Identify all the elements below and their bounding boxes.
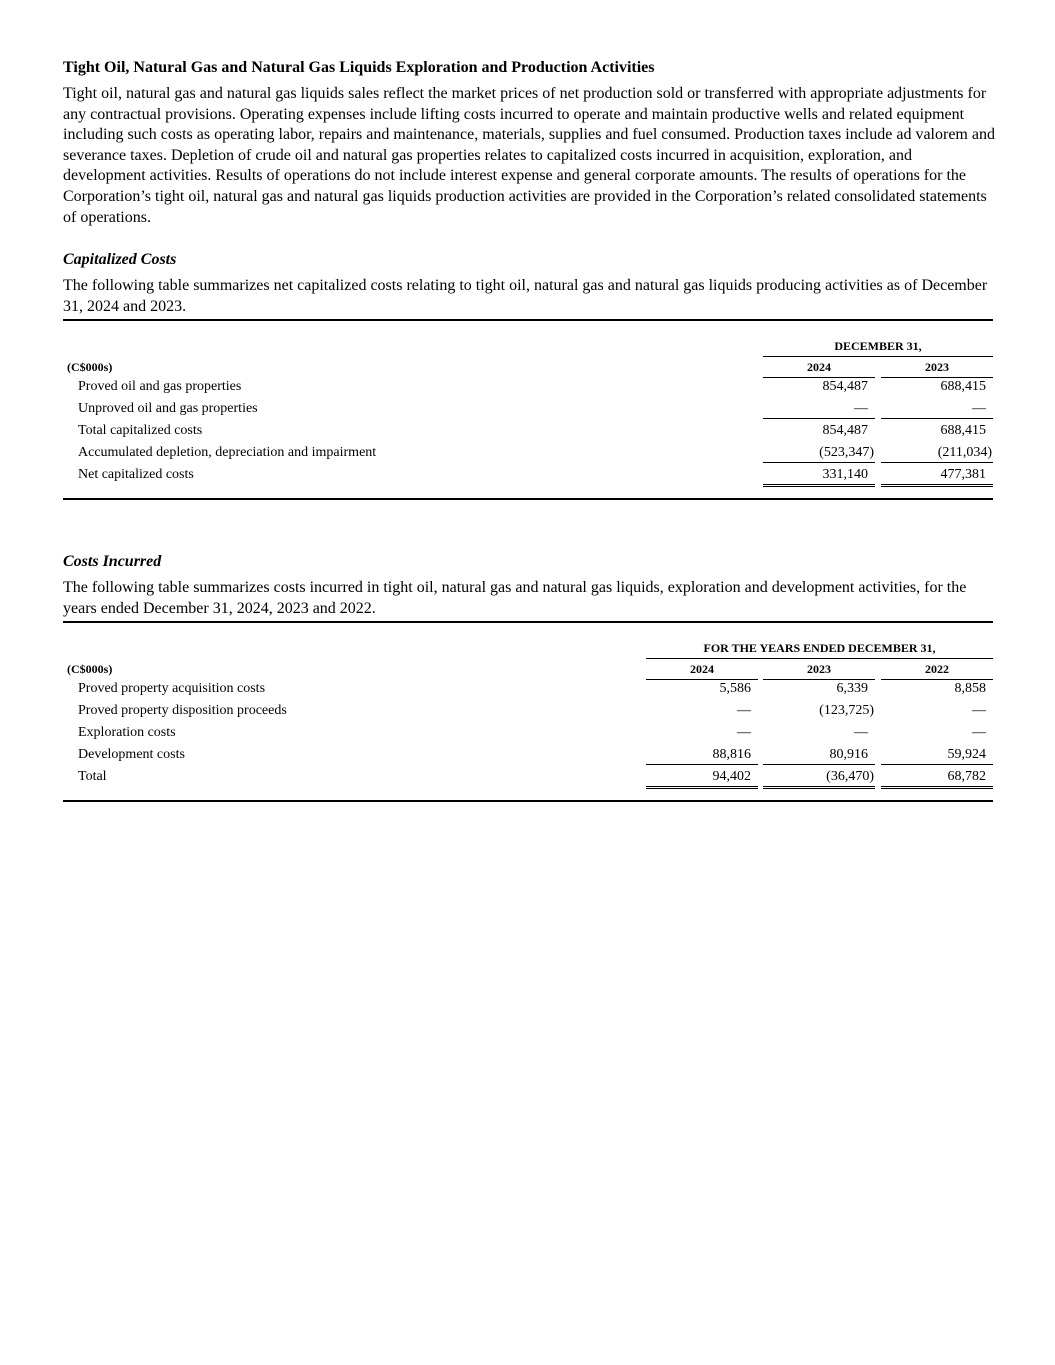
table-cell: — — [737, 703, 751, 718]
intro-paragraph: Tight oil, natural gas and natural gas liquids sales reflect the market prices of net production sold or transferred with appropriate adjustments for any contractual provisions. Operating expenses include lifting costs incurred to operate and maintain productive wells and related equipment including such costs as operating labor, repairs and maintenance, materials, supplies and fuel consumed. Production taxes include ad valorem and severance taxes. Depletion of crude oil and natural gas properties relates to capitalized costs incurred in acquisition, exploration, and development activities. Results of operations do not include interest expense and general corporate amounts. The results of operations for the Corporation’s tight oil, natural gas and natural gas liquids production activities are provided in the Corporation’s related consolidated statements of operations. — [63, 85, 995, 226]
table-cell: (523,347) — [763, 444, 875, 463]
units-label: (C$000s) — [67, 360, 113, 374]
table-cell: 80,916 — [763, 746, 875, 765]
column-header-2024: 2024 — [763, 360, 875, 378]
table-cell: 477,381 — [881, 466, 993, 487]
table-cell: (211,034) — [881, 444, 993, 463]
column-group-header: DECEMBER 31, — [763, 339, 993, 357]
row-label: Unproved oil and gas properties — [78, 401, 258, 416]
column-header-2023: 2023 — [881, 360, 993, 378]
table-cell: 6,339 — [836, 681, 868, 696]
row-label: Proved property disposition proceeds — [78, 703, 287, 718]
table-cell: — — [737, 725, 751, 740]
column-header-2023: 2023 — [763, 662, 875, 680]
column-header-2022: 2022 — [881, 662, 993, 680]
costs-incurred-description: The following table summarizes costs incurred in tight oil, natural gas and natural gas liquids, exploration and development activities, for the years ended December 31, 2024, 2023 and 2022. — [63, 579, 967, 617]
table-cell: 88,816 — [646, 746, 758, 765]
column-group-header: FOR THE YEARS ENDED DECEMBER 31, — [646, 641, 993, 659]
table-cell: 94,402 — [646, 768, 758, 789]
table-cell: 854,487 — [822, 423, 868, 438]
row-label: Total — [78, 769, 107, 784]
column-header-2024: 2024 — [646, 662, 758, 680]
table-cell: 5,586 — [719, 681, 751, 696]
table-bottom-rule — [63, 800, 993, 802]
table-cell: 68,782 — [881, 768, 993, 789]
table-cell: 59,924 — [881, 746, 993, 765]
table-top-rule — [63, 319, 993, 321]
row-label: Net capitalized costs — [78, 467, 194, 482]
table-cell: 688,415 — [940, 379, 986, 394]
table-cell: 331,140 — [763, 466, 875, 487]
table-cell: (123,725) — [819, 703, 874, 718]
table-cell: — — [854, 725, 868, 740]
row-label: Proved property acquisition costs — [78, 681, 266, 696]
row-label: Development costs — [78, 747, 185, 762]
capitalized-costs-description: The following table summarizes net capitalized costs relating to tight oil, natural gas and natural gas liquids producing activities as of December 31, 2024 and 2023. — [63, 277, 988, 315]
section-title: Tight Oil, Natural Gas and Natural Gas Liquids Exploration and Production Activities — [63, 59, 655, 76]
capitalized-costs-heading: Capitalized Costs — [63, 251, 177, 268]
table-cell: — — [763, 400, 875, 419]
table-bottom-rule — [63, 498, 993, 500]
row-label: Exploration costs — [78, 725, 176, 740]
table-cell: — — [972, 725, 986, 740]
table-cell: 688,415 — [940, 423, 986, 438]
table-cell: 854,487 — [822, 379, 868, 394]
row-label: Proved oil and gas properties — [78, 379, 242, 394]
table-cell: 8,858 — [954, 681, 986, 696]
costs-incurred-heading: Costs Incurred — [63, 553, 162, 570]
table-top-rule — [63, 621, 993, 623]
units-label: (C$000s) — [67, 662, 113, 676]
row-label: Total capitalized costs — [78, 423, 203, 438]
table-cell: (36,470) — [763, 768, 875, 789]
row-label: Accumulated depletion, depreciation and impairment — [78, 445, 377, 460]
table-cell: — — [881, 400, 993, 419]
table-cell: — — [972, 703, 986, 718]
